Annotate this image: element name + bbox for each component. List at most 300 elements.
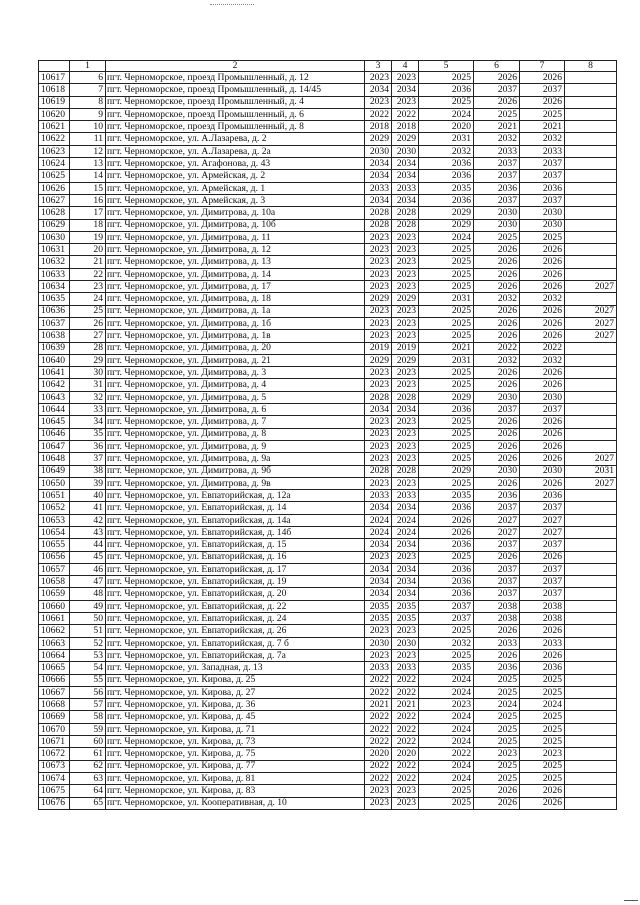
address-cell: пгт. Черноморское, ул. Димитрова, д. 10б [106,219,365,231]
year-col5-cell: 2029 [419,391,474,403]
table-row [39,72,617,84]
year-col4-cell: 2023 [392,317,419,329]
table-row [39,662,617,674]
year-col6-cell: 2025 [474,711,520,723]
year-col6-cell: 2026 [474,428,520,440]
year-col3-cell: 2022 [365,760,392,772]
record-id-cell: 10670 [39,723,70,735]
year-col8-cell [565,256,617,268]
year-col5-cell: 2035 [419,662,474,674]
year-col8-cell [565,428,617,440]
year-col4-cell: 2023 [392,625,419,637]
year-col6-cell: 2026 [474,453,520,465]
row-number-cell: 33 [70,404,106,416]
address-cell: пгт. Черноморское, ул. Евпаторийская, д. 20 [106,588,365,600]
record-id-cell: 10647 [39,440,70,452]
year-col7-cell: 2026 [520,268,565,280]
year-col8-cell [565,490,617,502]
row-number-cell: 19 [70,231,106,243]
year-col7-cell: 2030 [520,219,565,231]
address-cell: пгт. Черноморское, ул. Евпаторийская, д. 15 [106,539,365,551]
record-id-cell: 10656 [39,551,70,563]
table-row [39,748,617,760]
address-cell: пгт. Черноморское, ул. Димитрова, д. 3 [106,367,365,379]
year-col3-cell: 2023 [365,797,392,809]
record-id-cell: 10629 [39,219,70,231]
address-cell: пгт. Черноморское, ул. А.Лазарева, д. 2 [106,133,365,145]
year-col7-cell: 2037 [520,563,565,575]
row-number-cell: 34 [70,416,106,428]
address-cell: пгт. Черноморское, ул. Димитрова, д. 1а [106,305,365,317]
year-col4-cell: 2034 [392,588,419,600]
year-col5-cell: 2024 [419,231,474,243]
table-row [39,563,617,575]
address-cell: пгт. Черноморское, ул. Кирова, д. 77 [106,760,365,772]
year-col4-cell: 2023 [392,231,419,243]
year-col5-cell: 2025 [419,268,474,280]
year-col3-cell: 2023 [365,256,392,268]
year-col3-cell: 2029 [365,133,392,145]
row-number-cell: 17 [70,207,106,219]
year-col5-cell: 2024 [419,760,474,772]
table-row [39,465,617,477]
table-body [39,61,617,810]
year-col5-cell: 2025 [419,367,474,379]
record-id-cell: 10668 [39,699,70,711]
record-id-cell: 10675 [39,785,70,797]
year-col5-cell: 2025 [419,281,474,293]
year-col5-cell: 2036 [419,158,474,170]
year-col6-cell: 2026 [474,305,520,317]
row-number-cell: 42 [70,514,106,526]
year-col8-cell [565,686,617,698]
row-number-cell: 16 [70,194,106,206]
record-id-cell: 10643 [39,391,70,403]
address-cell: пгт. Черноморское, ул. Армейская, д. 2 [106,170,365,182]
year-col6-cell: 2037 [474,84,520,96]
record-id-cell: 10633 [39,268,70,280]
table-row [39,674,617,686]
year-col3-cell: 2023 [365,96,392,108]
address-cell: пгт. Черноморское, проезд Промышленный, д. 12 [106,72,365,84]
row-number-cell: 47 [70,576,106,588]
year-col8-cell: 2027 [565,305,617,317]
year-col7-cell: 2027 [520,514,565,526]
address-cell: пгт. Черноморское, ул. Димитрова, д. 17 [106,281,365,293]
year-col3-cell: 2023 [365,268,392,280]
year-col4-cell: 2020 [392,748,419,760]
address-cell: пгт. Черноморское, ул. Армейская, д. 1 [106,182,365,194]
year-col7-cell: 2037 [520,158,565,170]
record-id-cell: 10625 [39,170,70,182]
table-row [39,404,617,416]
header-cell: 8 [565,61,617,72]
record-id-cell: 10619 [39,96,70,108]
row-number-cell: 52 [70,637,106,649]
year-col7-cell: 2026 [520,281,565,293]
header-cell [39,61,70,72]
row-number-cell: 9 [70,108,106,120]
corner-scan-mark [624,900,638,901]
address-cell: пгт. Черноморское, проезд Промышленный, д. 8 [106,121,365,133]
year-col5-cell: 2025 [419,785,474,797]
address-cell: пгт. Черноморское, ул. Кооперативная, д. 10 [106,797,365,809]
year-col4-cell: 2019 [392,342,419,354]
year-col4-cell: 2018 [392,121,419,133]
table-row [39,453,617,465]
year-col5-cell: 2024 [419,711,474,723]
year-col5-cell: 2025 [419,96,474,108]
year-col5-cell: 2025 [419,305,474,317]
year-col4-cell: 2022 [392,711,419,723]
year-col8-cell [565,121,617,133]
year-col7-cell: 2036 [520,182,565,194]
year-col7-cell: 2032 [520,293,565,305]
year-col7-cell: 2026 [520,440,565,452]
year-col8-cell [565,625,617,637]
year-col3-cell: 2023 [365,231,392,243]
table-row [39,637,617,649]
table-row [39,170,617,182]
year-col6-cell: 2038 [474,613,520,625]
table-row [39,576,617,588]
year-col6-cell: 2026 [474,440,520,452]
year-col7-cell: 2025 [520,686,565,698]
year-col6-cell: 2026 [474,379,520,391]
year-col4-cell: 2023 [392,244,419,256]
row-number-cell: 60 [70,736,106,748]
table-row [39,158,617,170]
year-col4-cell: 2022 [392,686,419,698]
year-col3-cell: 2023 [365,379,392,391]
record-id-cell: 10674 [39,772,70,784]
year-col5-cell: 2032 [419,145,474,157]
year-col8-cell: 2027 [565,317,617,329]
year-col8-cell [565,502,617,514]
year-col3-cell: 2033 [365,662,392,674]
year-col3-cell: 2034 [365,539,392,551]
year-col5-cell: 2025 [419,649,474,661]
year-col6-cell: 2027 [474,514,520,526]
table-row [39,625,617,637]
year-col8-cell [565,182,617,194]
year-col7-cell: 2026 [520,379,565,391]
row-number-cell: 14 [70,170,106,182]
address-cell: пгт. Черноморское, ул. Евпаторийская, д. 19 [106,576,365,588]
year-col3-cell: 2023 [365,649,392,661]
row-number-cell: 46 [70,563,106,575]
address-cell: пгт. Черноморское, ул. Евпаторийская, д. 12а [106,490,365,502]
year-col7-cell: 2025 [520,760,565,772]
year-col7-cell: 2026 [520,797,565,809]
year-col8-cell [565,194,617,206]
year-col7-cell: 2025 [520,108,565,120]
year-col4-cell: 2023 [392,440,419,452]
row-number-cell: 6 [70,72,106,84]
record-id-cell: 10672 [39,748,70,760]
year-col5-cell: 2036 [419,563,474,575]
year-col3-cell: 2028 [365,465,392,477]
record-id-cell: 10645 [39,416,70,428]
record-id-cell: 10628 [39,207,70,219]
year-col3-cell: 2034 [365,502,392,514]
year-col7-cell: 2026 [520,72,565,84]
year-col5-cell: 2025 [419,797,474,809]
year-col4-cell: 2034 [392,194,419,206]
year-col6-cell: 2027 [474,526,520,538]
table-row [39,330,617,342]
table-row [39,600,617,612]
address-cell: пгт. Черноморское, ул. А.Лазарева, д. 2а [106,145,365,157]
year-col5-cell: 2025 [419,379,474,391]
table-row [39,268,617,280]
record-id-cell: 10649 [39,465,70,477]
year-col4-cell: 2033 [392,182,419,194]
year-col8-cell: 2027 [565,453,617,465]
year-col3-cell: 2023 [365,625,392,637]
top-scan-mark [210,4,254,5]
year-col7-cell: 2038 [520,600,565,612]
year-col6-cell: 2022 [474,342,520,354]
year-col3-cell: 2023 [365,72,392,84]
year-col6-cell: 2032 [474,133,520,145]
year-col4-cell: 2034 [392,502,419,514]
year-col8-cell [565,84,617,96]
address-cell: пгт. Черноморское, ул. Димитрова, д. 1б [106,317,365,329]
year-col7-cell: 2025 [520,231,565,243]
year-col3-cell: 2034 [365,84,392,96]
record-id-cell: 10666 [39,674,70,686]
row-number-cell: 43 [70,526,106,538]
year-col5-cell: 2022 [419,748,474,760]
record-id-cell: 10658 [39,576,70,588]
year-col4-cell: 2034 [392,84,419,96]
year-col6-cell: 2026 [474,256,520,268]
table-row [39,649,617,661]
year-col4-cell: 2024 [392,514,419,526]
address-cell: пгт. Черноморское, ул. Евпаторийская, д. 7 б [106,637,365,649]
year-col3-cell: 2023 [365,785,392,797]
year-col4-cell: 2034 [392,539,419,551]
record-id-cell: 10659 [39,588,70,600]
record-id-cell: 10634 [39,281,70,293]
row-number-cell: 54 [70,662,106,674]
address-cell: пгт. Черноморское, ул. Евпаторийская, д. 7а [106,649,365,661]
address-cell: пгт. Черноморское, ул. Кирова, д. 83 [106,785,365,797]
year-col7-cell: 2037 [520,84,565,96]
year-col6-cell: 2026 [474,281,520,293]
record-id-cell: 10657 [39,563,70,575]
year-col5-cell: 2025 [419,440,474,452]
row-number-cell: 30 [70,367,106,379]
year-col8-cell [565,404,617,416]
year-col4-cell: 2022 [392,736,419,748]
year-col3-cell: 2023 [365,453,392,465]
year-col3-cell: 2034 [365,158,392,170]
row-number-cell: 38 [70,465,106,477]
year-col4-cell: 2028 [392,391,419,403]
record-id-cell: 10664 [39,649,70,661]
row-number-cell: 40 [70,490,106,502]
year-col7-cell: 2038 [520,613,565,625]
row-number-cell: 56 [70,686,106,698]
year-col4-cell: 2023 [392,551,419,563]
row-number-cell: 29 [70,354,106,366]
year-col4-cell: 2023 [392,453,419,465]
year-col7-cell: 2026 [520,317,565,329]
record-id-cell: 10635 [39,293,70,305]
record-id-cell: 10651 [39,490,70,502]
year-col6-cell: 2026 [474,649,520,661]
year-col7-cell: 2026 [520,785,565,797]
year-col7-cell: 2037 [520,404,565,416]
year-col6-cell: 2032 [474,354,520,366]
row-number-cell: 18 [70,219,106,231]
row-number-cell: 64 [70,785,106,797]
year-col6-cell: 2025 [474,686,520,698]
address-cell: пгт. Черноморское, ул. Кирова, д. 27 [106,686,365,698]
year-col4-cell: 2022 [392,674,419,686]
year-col8-cell: 2027 [565,330,617,342]
row-number-cell: 45 [70,551,106,563]
record-id-cell: 10648 [39,453,70,465]
year-col6-cell: 2037 [474,539,520,551]
year-col8-cell [565,637,617,649]
year-col7-cell: 2026 [520,551,565,563]
header-cell: 3 [365,61,392,72]
year-col8-cell: 2027 [565,477,617,489]
year-col3-cell: 2034 [365,170,392,182]
column-number-row [39,61,617,72]
year-col8-cell [565,662,617,674]
address-cell: пгт. Черноморское, ул. Димитрова, д. 8 [106,428,365,440]
year-col4-cell: 2028 [392,219,419,231]
year-col4-cell: 2023 [392,256,419,268]
row-number-cell: 37 [70,453,106,465]
year-col6-cell: 2037 [474,588,520,600]
year-col3-cell: 2023 [365,367,392,379]
year-col6-cell: 2037 [474,194,520,206]
address-cell: пгт. Черноморское, ул. Евпаторийская, д. 14 [106,502,365,514]
year-col4-cell: 2030 [392,145,419,157]
table-row [39,121,617,133]
address-cell: пгт. Черноморское, ул. Димитрова, д. 9 [106,440,365,452]
year-col7-cell: 2025 [520,711,565,723]
table-row [39,108,617,120]
year-col3-cell: 2022 [365,108,392,120]
year-col8-cell [565,514,617,526]
year-col6-cell: 2030 [474,219,520,231]
row-number-cell: 26 [70,317,106,329]
year-col7-cell: 2030 [520,391,565,403]
year-col6-cell: 2038 [474,600,520,612]
table-row [39,84,617,96]
address-cell: пгт. Черноморское, ул. Евпаторийская, д. 14а [106,514,365,526]
year-col5-cell: 2025 [419,477,474,489]
year-col7-cell: 2026 [520,367,565,379]
address-cell: пгт. Черноморское, ул. Западная, д. 13 [106,662,365,674]
record-id-cell: 10630 [39,231,70,243]
row-number-cell: 57 [70,699,106,711]
year-col6-cell: 2030 [474,391,520,403]
year-col7-cell: 2025 [520,723,565,735]
address-cell: пгт. Черноморское, ул. Кирова, д. 25 [106,674,365,686]
table-row [39,342,617,354]
address-cell: пгт. Черноморское, ул. Кирова, д. 71 [106,723,365,735]
year-col7-cell: 2025 [520,736,565,748]
year-col7-cell: 2027 [520,526,565,538]
year-col6-cell: 2026 [474,244,520,256]
year-col4-cell: 2023 [392,477,419,489]
record-id-cell: 10652 [39,502,70,514]
table-row [39,194,617,206]
year-col3-cell: 2023 [365,244,392,256]
year-col4-cell: 2022 [392,772,419,784]
year-col7-cell: 2022 [520,342,565,354]
year-col7-cell: 2026 [520,453,565,465]
year-col5-cell: 2026 [419,526,474,538]
year-col3-cell: 2034 [365,588,392,600]
year-col8-cell [565,367,617,379]
table-row [39,588,617,600]
year-col3-cell: 2023 [365,305,392,317]
record-id-cell: 10644 [39,404,70,416]
row-number-cell: 11 [70,133,106,145]
row-number-cell: 36 [70,440,106,452]
year-col6-cell: 2026 [474,551,520,563]
year-col4-cell: 2029 [392,354,419,366]
table-row [39,379,617,391]
year-col8-cell [565,797,617,809]
table-row [39,416,617,428]
year-col5-cell: 2025 [419,72,474,84]
record-id-cell: 10617 [39,72,70,84]
table-row [39,699,617,711]
year-col4-cell: 2023 [392,96,419,108]
year-col5-cell: 2037 [419,600,474,612]
row-number-cell: 44 [70,539,106,551]
record-id-cell: 10671 [39,736,70,748]
year-col6-cell: 2026 [474,72,520,84]
year-col3-cell: 2023 [365,440,392,452]
year-col5-cell: 2036 [419,170,474,182]
table-row [39,526,617,538]
table-row [39,391,617,403]
year-col8-cell [565,354,617,366]
year-col3-cell: 2034 [365,194,392,206]
year-col8-cell [565,723,617,735]
table-row [39,219,617,231]
year-col3-cell: 2023 [365,551,392,563]
row-number-cell: 53 [70,649,106,661]
address-cell: пгт. Черноморское, ул. Димитрова, д. 10а [106,207,365,219]
year-col4-cell: 2023 [392,268,419,280]
header-cell: 4 [392,61,419,72]
row-number-cell: 39 [70,477,106,489]
year-col8-cell [565,748,617,760]
year-col7-cell: 2032 [520,133,565,145]
year-col6-cell: 2026 [474,797,520,809]
year-col4-cell: 2035 [392,613,419,625]
year-col4-cell: 2023 [392,367,419,379]
year-col8-cell [565,551,617,563]
record-id-cell: 10660 [39,600,70,612]
year-col3-cell: 2022 [365,674,392,686]
year-col4-cell: 2023 [392,305,419,317]
row-number-cell: 51 [70,625,106,637]
year-col7-cell: 2026 [520,625,565,637]
year-col8-cell [565,391,617,403]
